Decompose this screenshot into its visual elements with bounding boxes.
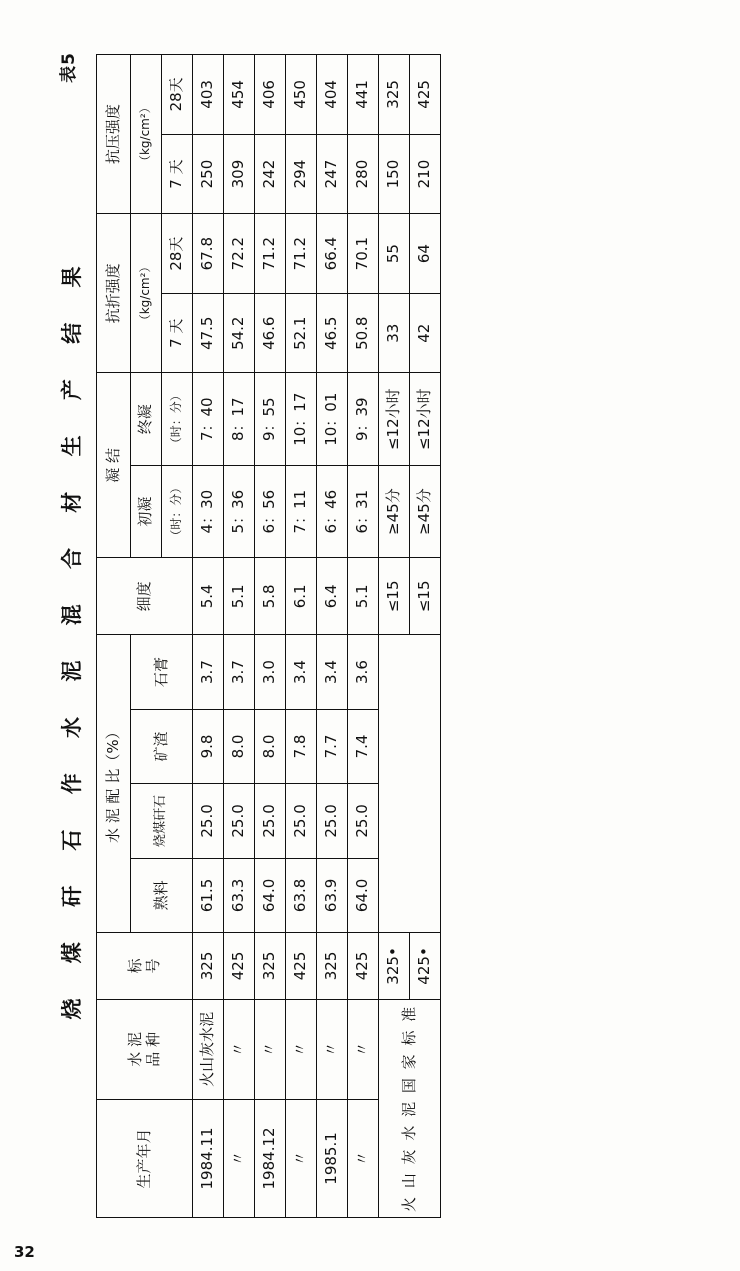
header-compressive-7d: 7 天 <box>162 134 193 214</box>
cell-fineness: 5.4 <box>193 557 224 634</box>
cell-slag: 7.7 <box>317 709 348 783</box>
table-sheet <box>50 46 690 1226</box>
cell-fineness: 5.1 <box>224 557 255 634</box>
cell-compressive-28d: 404 <box>317 54 348 134</box>
cell-gangue: 25.0 <box>317 783 348 857</box>
cell-compressive-7d: 250 <box>193 134 224 214</box>
cell-compressive-7d: 247 <box>317 134 348 214</box>
cell-final-set: 9：55 <box>255 373 286 465</box>
cell-flexural-28d: 67.8 <box>193 213 224 293</box>
cell-gypsum: 3.7 <box>193 634 224 708</box>
cell-final-set: 7：40 <box>193 373 224 465</box>
header-grade-line1: 标 <box>126 957 145 973</box>
cell-gangue: 25.0 <box>224 783 255 857</box>
header-mix-coal-gangue: 烧煤矸石 <box>131 783 193 857</box>
cell-compressive-28d: 325 <box>379 54 410 134</box>
cell-kind: 〃 <box>224 999 255 1099</box>
header-mix-ratio: 水 泥 配 比（%） <box>97 634 131 932</box>
cell-fineness: 6.1 <box>286 557 317 634</box>
cell-clinker: 61.5 <box>193 858 224 932</box>
header-setting-group: 凝 结 <box>97 373 131 558</box>
header-final-set: 终凝 <box>131 373 162 465</box>
cell-slag: 8.0 <box>224 709 255 783</box>
page-number: 32 <box>14 1243 35 1261</box>
table-title: 烧 煤 矸 石 作 水 泥 混 合 材 生 产 结 果 <box>60 251 84 1020</box>
cell-final-set: 9：39 <box>348 373 379 465</box>
header-initial-set-unit: （时：分） <box>162 465 193 557</box>
cell-flexural-7d: 46.5 <box>317 293 348 373</box>
cell-fineness: 6.4 <box>317 557 348 634</box>
cell-slag: 7.4 <box>348 709 379 783</box>
header-flexural-group: 抗折强度 <box>97 213 131 372</box>
standard-row <box>379 54 410 1217</box>
cell-mix-na <box>379 634 441 932</box>
cell-gypsum: 3.6 <box>348 634 379 708</box>
header-cement-kind-line2: 品 种 <box>143 1031 162 1067</box>
cell-gangue: 25.0 <box>255 783 286 857</box>
cell-fineness: 5.8 <box>255 557 286 634</box>
cell-final-set: 8：17 <box>224 373 255 465</box>
standard-label: 火 山 灰 水 泥 国 家 标 准 <box>379 999 441 1217</box>
cell-flexural-7d: 33 <box>379 293 410 373</box>
cell-final-set: ≤12小时 <box>410 373 441 465</box>
cell-gangue: 25.0 <box>348 783 379 857</box>
cell-initial-set: 6：31 <box>348 465 379 557</box>
header-row-1 <box>97 54 131 1217</box>
header-mix-slag: 矿渣 <box>131 709 193 783</box>
cell-initial-set: 4：30 <box>193 465 224 557</box>
cell-flexural-7d: 50.8 <box>348 293 379 373</box>
header-month: 生产年月 <box>97 1099 193 1217</box>
cell-kind: 〃 <box>348 999 379 1099</box>
cell-grade: 325 <box>193 932 224 999</box>
header-fineness: 细度 <box>97 557 193 634</box>
header-cement-kind <box>97 999 193 1099</box>
cell-compressive-7d: 309 <box>224 134 255 214</box>
cell-flexural-7d: 52.1 <box>286 293 317 373</box>
header-compressive-group: 抗压强度 <box>97 54 131 213</box>
cell-clinker: 63.9 <box>317 858 348 932</box>
cell-initial-set: 5：36 <box>224 465 255 557</box>
cell-flexural-28d: 64 <box>410 213 441 293</box>
cell-compressive-7d: 280 <box>348 134 379 214</box>
header-flexural-7d: 7 天 <box>162 293 193 373</box>
cell-fineness: ≤15 <box>379 557 410 634</box>
cell-month: 〃 <box>286 1099 317 1217</box>
cell-gangue: 25.0 <box>286 783 317 857</box>
cell-kind: 火山灰水泥 <box>193 999 224 1099</box>
cell-clinker: 63.3 <box>224 858 255 932</box>
cell-gangue: 25.0 <box>193 783 224 857</box>
cell-clinker: 64.0 <box>348 858 379 932</box>
cell-month: 1984.12 <box>255 1099 286 1217</box>
cell-compressive-7d: 210 <box>410 134 441 214</box>
header-initial-set: 初凝 <box>131 465 162 557</box>
cell-final-set: ≤12小时 <box>379 373 410 465</box>
table-number: 表5 <box>59 51 79 83</box>
header-mix-gypsum: 石膏 <box>131 634 193 708</box>
cell-month: 1985.1 <box>317 1099 348 1217</box>
header-cement-kind-line1: 水 泥 <box>126 1031 145 1067</box>
cell-fineness: ≤15 <box>410 557 441 634</box>
cell-kind: 〃 <box>255 999 286 1099</box>
cell-compressive-7d: 294 <box>286 134 317 214</box>
cell-flexural-28d: 72.2 <box>224 213 255 293</box>
cell-flexural-7d: 46.6 <box>255 293 286 373</box>
table-row <box>193 54 224 1217</box>
cell-gypsum: 3.4 <box>317 634 348 708</box>
cell-grade: 425• <box>410 932 441 999</box>
cell-month: 1984.11 <box>193 1099 224 1217</box>
cell-compressive-28d: 450 <box>286 54 317 134</box>
cell-slag: 7.8 <box>286 709 317 783</box>
cell-clinker: 63.8 <box>286 858 317 932</box>
header-final-set-unit: （时：分） <box>162 373 193 465</box>
cell-compressive-28d: 454 <box>224 54 255 134</box>
cell-grade: 325 <box>317 932 348 999</box>
header-flexural-28d: 28天 <box>162 213 193 293</box>
cell-compressive-28d: 403 <box>193 54 224 134</box>
cell-flexural-7d: 47.5 <box>193 293 224 373</box>
cell-flexural-28d: 66.4 <box>317 213 348 293</box>
cell-clinker: 64.0 <box>255 858 286 932</box>
header-grade-line2: 号 <box>143 957 162 973</box>
cell-grade: 425 <box>224 932 255 999</box>
cell-flexural-28d: 55 <box>379 213 410 293</box>
cell-flexural-7d: 42 <box>410 293 441 373</box>
cell-compressive-28d: 425 <box>410 54 441 134</box>
cell-slag: 8.0 <box>255 709 286 783</box>
cell-month: 〃 <box>348 1099 379 1217</box>
cell-slag: 9.8 <box>193 709 224 783</box>
header-grade <box>97 932 193 999</box>
cell-compressive-7d: 242 <box>255 134 286 214</box>
cell-initial-set: ≥45分 <box>410 465 441 557</box>
cell-fineness: 5.1 <box>348 557 379 634</box>
cell-flexural-7d: 54.2 <box>224 293 255 373</box>
cell-final-set: 10：01 <box>317 373 348 465</box>
rotated-table-container <box>50 46 690 1226</box>
table-row <box>286 54 317 1217</box>
cell-month: 〃 <box>224 1099 255 1217</box>
cell-grade: 425 <box>348 932 379 999</box>
cell-compressive-28d: 406 <box>255 54 286 134</box>
cell-initial-set: 6：56 <box>255 465 286 557</box>
header-compressive-unit: （kg/cm²） <box>131 54 162 213</box>
cell-flexural-28d: 70.1 <box>348 213 379 293</box>
cell-kind: 〃 <box>317 999 348 1099</box>
table-row <box>255 54 286 1217</box>
cell-gypsum: 3.4 <box>286 634 317 708</box>
table-row <box>317 54 348 1217</box>
cell-kind: 〃 <box>286 999 317 1099</box>
cell-grade: 425 <box>286 932 317 999</box>
cell-grade: 325• <box>379 932 410 999</box>
table-row <box>348 54 379 1217</box>
table-row <box>224 54 255 1217</box>
cell-flexural-28d: 71.2 <box>286 213 317 293</box>
header-compressive-28d: 28天 <box>162 54 193 134</box>
cell-flexural-28d: 71.2 <box>255 213 286 293</box>
cell-compressive-28d: 441 <box>348 54 379 134</box>
cell-initial-set: 7：11 <box>286 465 317 557</box>
cell-gypsum: 3.0 <box>255 634 286 708</box>
cell-final-set: 10：17 <box>286 373 317 465</box>
cell-initial-set: ≥45分 <box>379 465 410 557</box>
production-results-table <box>96 54 441 1218</box>
header-mix-clinker: 熟料 <box>131 858 193 932</box>
cell-gypsum: 3.7 <box>224 634 255 708</box>
cell-initial-set: 6：46 <box>317 465 348 557</box>
header-flexural-unit: （kg/cm²） <box>131 213 162 372</box>
cell-grade: 325 <box>255 932 286 999</box>
cell-compressive-7d: 150 <box>379 134 410 214</box>
